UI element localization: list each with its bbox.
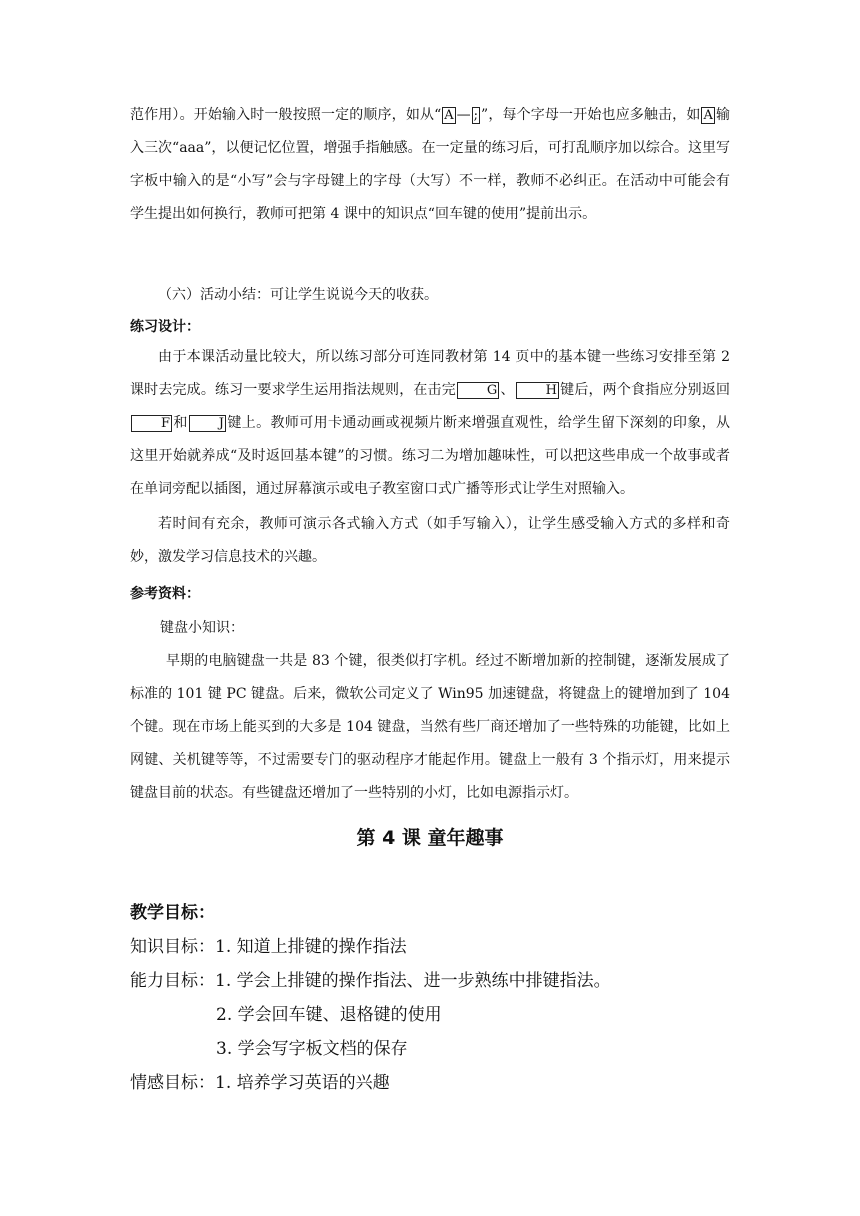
paragraph-input-order — [130, 99, 730, 231]
key-j: J — [189, 415, 226, 432]
key-h: H — [516, 382, 559, 399]
key-a: A — [444, 108, 454, 123]
key-f: F — [131, 415, 172, 432]
paragraph-practice — [130, 341, 730, 506]
key-a-second: A — [703, 108, 713, 123]
text-segment: 键后，两个食指应分别返回 — [559, 382, 731, 398]
key-g: G — [457, 382, 499, 399]
text-segment: — — [456, 107, 471, 123]
text-segment: 由于本课活动量比较大，所以练习部分可连同教材第 14 页中的基本键一些练习安排至第 2 课时去完成。练习一要求学生运用指法规则，在击完 — [130, 349, 730, 398]
lesson-title: 第 4 课 童年趣事 — [356, 827, 504, 849]
keyboard-knowledge-label: 键盘小知识： — [160, 620, 244, 636]
text-segment: 键上。教师可用卡通动画或视频片断来增强直观性，给学生留下深刻的印象，从这里开始就养成“及时返回基本键”的习惯。练习二为增加趣味性，可以把这些串成一个故事或者在单词旁配以插图，通过屏幕演示或电子教室窗口式广播等形式让学生对照输入。 — [130, 415, 731, 497]
key-semicolon: ; — [473, 108, 479, 123]
text-segment: 输入三次“aaa”，以便记忆位置，增强手指触感。在一定量的练习后，可打乱顺序加以综合。这里写字板中输入的是“小写”会与字母键上的字母（大写）不一样，教师不必纠正。在活动中可能会有学生提出如何换行，教师可把第 4 课中的知识点“回车键的使用”提前出示。 — [130, 107, 731, 222]
paragraph-keyboard-history: 早期的电脑键盘一共是 83 个键，很类似打字机。经过不断增加新的控制键，逐渐发展成了标准的 101 键 PC 键盘。后来，微软公司定义了 Win95 加速键盘，将键盘上的键增加到了 104 个键。现在市场上能买到的大多是 104 键盘，当然有些厂商还增加了一些特殊的功能键，比如上网键、关机键等等，不过需要专门的驱动程序才能起作用。键盘上一般有 3 个指示灯，用来提示键盘目前的状态。有些键盘还增加了一些特别的小灯，比如电源指示灯。 — [130, 653, 730, 801]
text-segment: 、 — [500, 382, 515, 398]
objective-emotion: 情感目标：1. 培养学习英语的兴趣 — [130, 1073, 390, 1093]
objective-ability-1: 能力目标：1. 学会上排键的操作指法、进一步熟练中排键指法。 — [130, 971, 611, 991]
practice-heading: 练习设计： — [130, 319, 200, 335]
objective-ability-2: 2. 学会回车键、退格键的使用 — [216, 1005, 442, 1025]
objective-ability-3: 3. 学会写字板文档的保存 — [216, 1039, 408, 1059]
objective-knowledge: 知识目标：1. 知道上排键的操作指法 — [130, 937, 407, 957]
activity-summary: （六）活动小结：可让学生说说今天的收获。 — [158, 287, 438, 303]
reference-heading: 参考资料： — [130, 586, 200, 602]
objectives-heading: 教学目标： — [130, 903, 215, 923]
text-segment: 范作用）。开始输入时一般按照一定的顺序，如从“ — [130, 107, 442, 123]
text-segment: ”，每个字母一开始也应多触击，如 — [481, 107, 701, 123]
paragraph-input-methods: 若时间有充余，教师可演示各式输入方式（如手写输入），让学生感受输入方式的多样和奇妙，激发学习信息技术的兴趣。 — [130, 516, 730, 565]
text-segment: 和 — [173, 415, 188, 431]
